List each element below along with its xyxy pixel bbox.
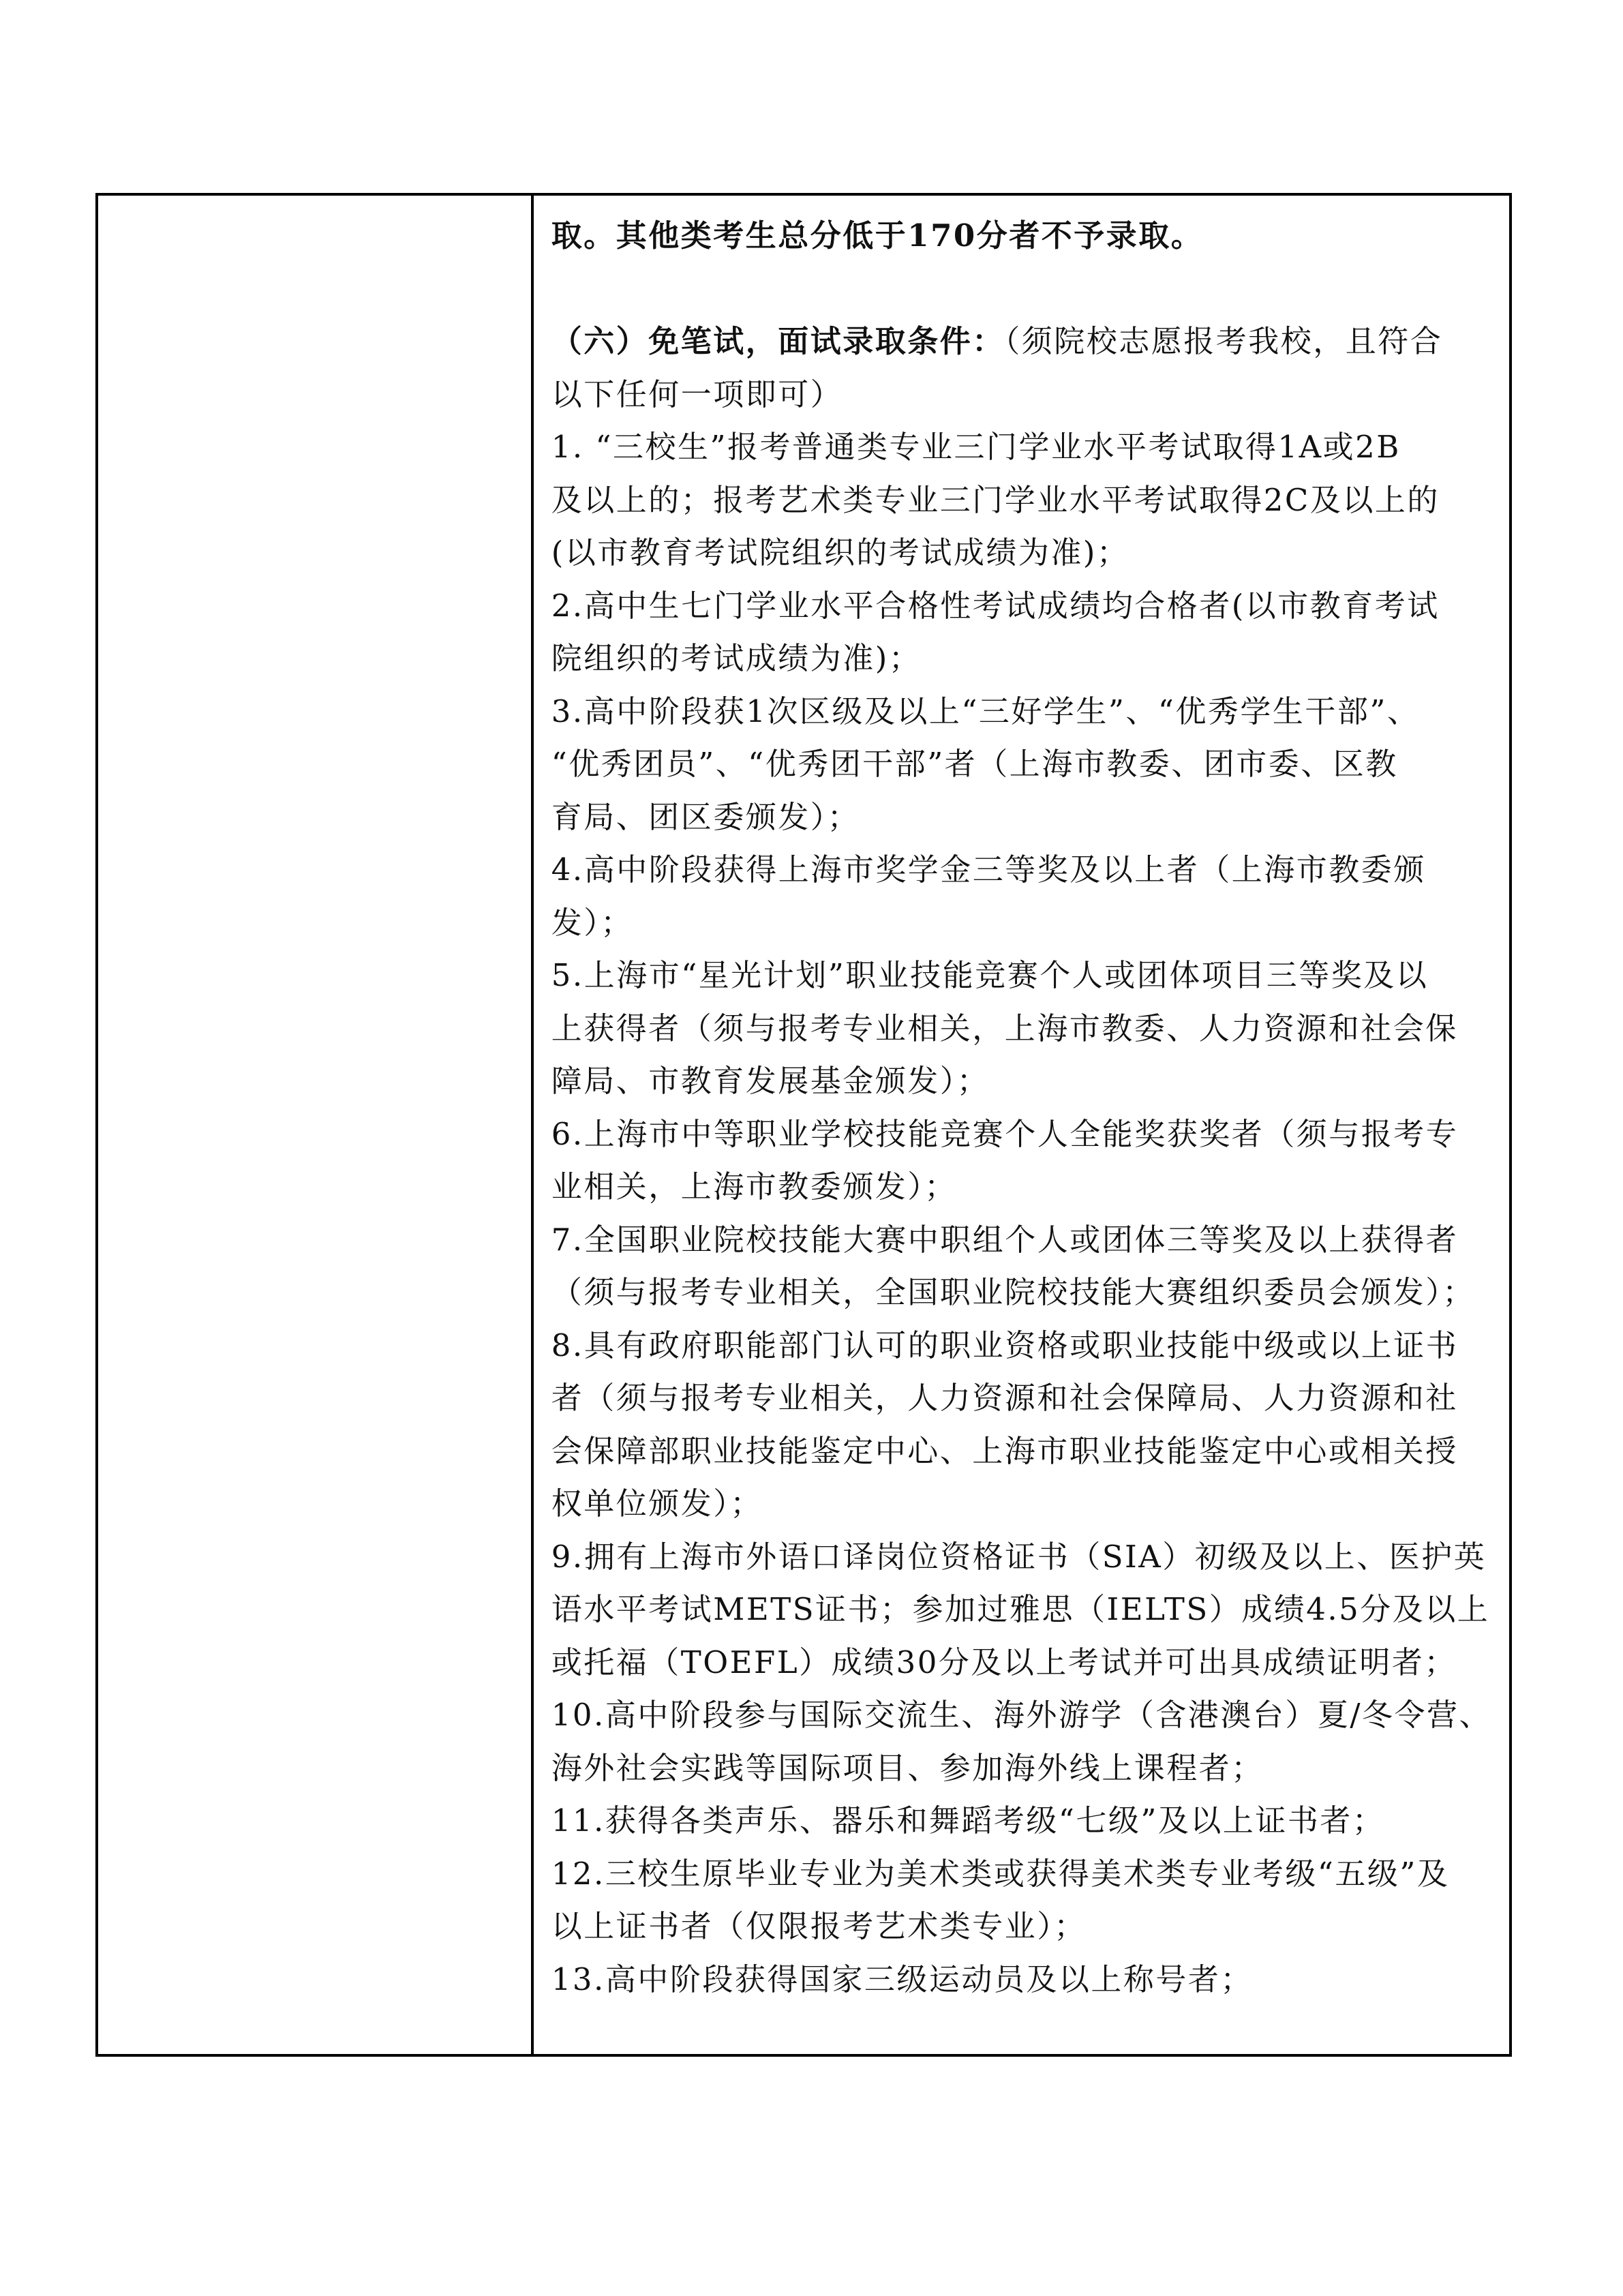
section-heading-note: （须院校志愿报考我校，且符合 — [1004, 323, 1443, 359]
item-5 — [551, 949, 1491, 1108]
item-2 — [551, 579, 1491, 685]
item-line: 1. “三校生”报考普通类专业三门学业水平考试取得1A或2B — [551, 429, 1401, 465]
item-6 — [551, 1108, 1491, 1213]
item-line: 8.具有政府职能部门认可的职业资格或职业技能中级或以上证书 — [551, 1327, 1459, 1363]
item-line: (以市教育考试院组织的考试成绩为准)； — [551, 534, 1129, 571]
item-13 — [551, 1953, 1491, 2006]
item-line: 障局、市教育发展基金颁发）； — [551, 1063, 990, 1099]
item-line: 7.全国职业院校技能大赛中职组个人或团体三等奖及以上获得者 — [551, 1221, 1459, 1258]
item-line: 13.高中阶段获得国家三级运动员及以上称号者； — [551, 1961, 1253, 1997]
paragraph-gap — [551, 262, 1491, 316]
item-3 — [551, 685, 1491, 844]
item-line: 业相关，上海市教委颁发）； — [551, 1168, 957, 1205]
item-line: 或托福（TOEFL）成绩30分及以上考试并可出具成绩证明者； — [551, 1644, 1457, 1680]
table-left-cell — [98, 196, 534, 2054]
item-10 — [551, 1689, 1491, 1794]
item-line: 5.上海市“星光计划”职业技能竞赛个人或团体项目三等奖及以 — [551, 957, 1429, 993]
intro-line: 取。其他类考生总分低于170分者不予录取。 — [551, 217, 1204, 254]
item-4 — [551, 843, 1491, 949]
item-8 — [551, 1319, 1491, 1530]
item-line: 2.高中生七门学业水平合格性考试成绩均合格者(以市教育考试 — [551, 587, 1440, 624]
item-line: 海外社会实践等国际项目、参加海外线上课程者； — [551, 1749, 1264, 1786]
item-1 — [551, 421, 1491, 579]
item-line: 以上证书者（仅限报考艺术类专业）； — [551, 1908, 1087, 1944]
item-line: 权单位颁发）； — [551, 1485, 763, 1522]
section-heading-line — [551, 315, 1491, 368]
item-line: 院组织的考试成绩为准)； — [551, 640, 922, 676]
section-heading: （六）免笔试，面试录取条件： — [551, 323, 1005, 359]
item-line: “优秀团员”、“优秀团干部”者（上海市教委、团市委、区教 — [551, 746, 1398, 782]
item-line: 3.高中阶段获1次区级及以上“三好学生”、“优秀学生干部”、 — [551, 693, 1420, 729]
item-line: 6.上海市中等职业学校技能竞赛个人全能奖获奖者（须与报考专 — [551, 1115, 1459, 1152]
requirements-table — [95, 193, 1512, 2057]
item-line: 10.高中阶段参与国际交流生、海外游学（含港澳台）夏/冬令营、 — [551, 1697, 1491, 1733]
item-line: 11.获得各类声乐、器乐和舞蹈考级“七级”及以上证书者； — [551, 1802, 1385, 1839]
item-11 — [551, 1794, 1491, 1847]
item-line: 上获得者（须与报考专业相关，上海市教委、人力资源和社会保 — [551, 1010, 1458, 1046]
item-9 — [551, 1530, 1491, 1689]
item-7 — [551, 1213, 1491, 1319]
item-line: 4.高中阶段获得上海市奖学金三等奖及以上者（上海市教委颁 — [551, 851, 1426, 888]
item-line: 者（须与报考专业相关，人力资源和社会保障局、人力资源和社 — [551, 1380, 1458, 1416]
item-line: 9.拥有上海市外语口译岗位资格证书（SIA）初级及以上、医护英 — [551, 1538, 1487, 1575]
item-line: 发）； — [551, 904, 633, 941]
item-line: （须与报考专业相关，全国职业院校技能大赛组织委员会颁发）； — [551, 1274, 1475, 1310]
item-line: 12.三校生原毕业专业为美术类或获得美术类专业考级“五级”及 — [551, 1855, 1450, 1892]
item-line: 育局、团区委颁发）； — [551, 798, 860, 835]
table-right-cell — [534, 196, 1509, 2054]
item-line: 会保障部职业技能鉴定中心、上海市职业技能鉴定中心或相关授 — [551, 1432, 1458, 1469]
item-12 — [551, 1847, 1491, 1953]
section-heading-note-cont: 以下任何一项即可） — [551, 376, 843, 412]
item-line: 语水平考试METS证书；参加过雅思（IELTS）成绩4.5分及以上 — [551, 1591, 1490, 1627]
item-line: 及以上的；报考艺术类专业三门学业水平考试取得2C及以上的 — [551, 481, 1440, 518]
